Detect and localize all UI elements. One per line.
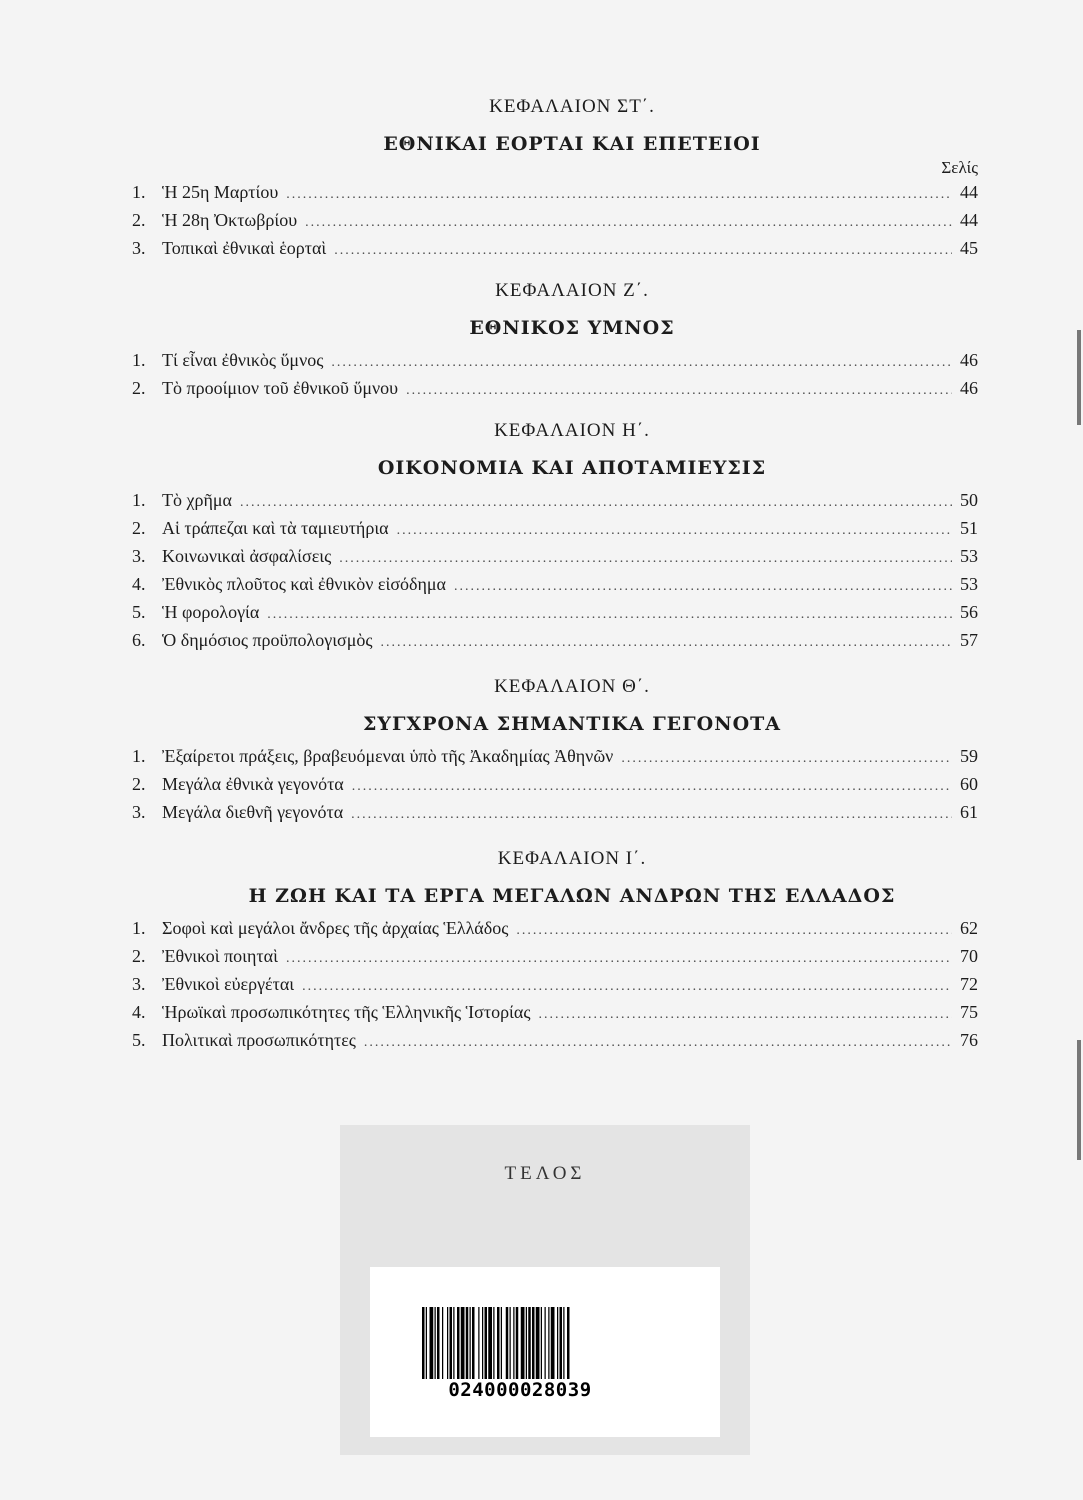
entry-title: Ἐθνικὸς πλοῦτος καὶ ἐθνικὸν εἰσόδημα xyxy=(162,574,446,594)
toc-entry xyxy=(132,570,1012,598)
chapter-title: ΣΥΓΧΡΟΝΑ ΣΗΜΑΝΤΙΚΑ ΓΕΓΟΝΟΤΑ xyxy=(362,713,782,735)
entry-page: 44 xyxy=(960,210,978,230)
barcode-bar xyxy=(532,1307,535,1379)
barcode-bar xyxy=(422,1307,425,1379)
barcode-bar xyxy=(466,1307,469,1379)
entry-page: 53 xyxy=(960,574,978,594)
chapter-title: ΕΘΝΙΚΟΣ ΥΜΝΟΣ xyxy=(469,317,675,339)
barcode-bar xyxy=(478,1307,479,1379)
entry-title: Τὸ χρῆμα xyxy=(162,490,232,510)
entry-number: 6. xyxy=(132,630,146,650)
entry-number: 1. xyxy=(132,746,146,766)
entry-title: Πολιτικαὶ προσωπικότητες xyxy=(162,1030,356,1050)
entry-title: Αἱ τράπεζαι καὶ τὰ ταμιευτήρια xyxy=(162,518,389,538)
toc-entry xyxy=(132,798,1012,826)
scan-edge-mark xyxy=(1077,1040,1081,1160)
barcode-bar xyxy=(513,1307,514,1379)
toc-entry xyxy=(132,542,1012,570)
chapter-number: ΚΕΦΑΛΑΙΟΝ Ι΄. xyxy=(497,848,647,869)
entry-page: 59 xyxy=(960,746,978,766)
chapter-number: ΚΕΦΑΛΑΙΟΝ Η΄. xyxy=(494,420,650,441)
dot-leader xyxy=(351,801,952,829)
barcode-bar xyxy=(516,1307,519,1379)
dot-leader xyxy=(339,545,952,573)
barcode-bar xyxy=(482,1307,483,1379)
dot-leader xyxy=(286,181,952,209)
entry-title: Ἡ 28η Ὀκτωβρίου xyxy=(162,210,298,230)
barcode-bar xyxy=(526,1307,527,1379)
barcode-bar xyxy=(453,1307,454,1379)
entry-number: 2. xyxy=(132,518,146,538)
barcode-bar xyxy=(541,1307,542,1379)
barcode-bar xyxy=(426,1307,427,1379)
chapter-number: ΚΕΦΑΛΑΙΟΝ Ζ΄. xyxy=(495,280,649,301)
entry-list xyxy=(132,178,1012,262)
barcode-bar xyxy=(521,1307,525,1379)
toc-entry xyxy=(132,598,1012,626)
dot-leader xyxy=(267,601,952,629)
toc-entry xyxy=(132,914,1012,942)
barcode-bar xyxy=(485,1307,488,1379)
chapter-number: ΚΕΦΑΛΑΙΟΝ ΣΤ΄. xyxy=(489,96,655,117)
toc-entry xyxy=(132,178,1012,206)
entry-title: Σοφοὶ καὶ μεγάλοι ἄνδρες τῆς ἀρχαίας Ἑλλάδος xyxy=(162,918,509,938)
chapter-10 xyxy=(132,844,1012,1054)
entry-page: 46 xyxy=(960,350,978,370)
entry-number: 2. xyxy=(132,378,146,398)
entry-list xyxy=(132,914,1012,1054)
chapter-number: ΚΕΦΑΛΑΙΟΝ Θ΄. xyxy=(494,676,650,697)
chapter-8 xyxy=(132,416,1012,654)
dot-leader xyxy=(364,1029,952,1057)
barcode-bar xyxy=(472,1307,475,1379)
barcode-bar xyxy=(528,1307,531,1379)
barcode-bar xyxy=(501,1307,502,1379)
entry-page: 56 xyxy=(960,602,978,622)
entry-number: 2. xyxy=(132,946,146,966)
entry-page: 51 xyxy=(960,518,978,538)
barcode-bar xyxy=(551,1307,555,1379)
chapter-title: ΟΙΚΟΝΟΜΙΑ ΚΑΙ ΑΠΟΤΑΜΙΕΥΣΙΣ xyxy=(377,457,767,479)
entry-number: 3. xyxy=(132,974,146,994)
barcode-icon xyxy=(420,1307,620,1379)
barcode-bar xyxy=(450,1307,453,1379)
toc-entry xyxy=(132,626,1012,654)
barcode-bar xyxy=(435,1307,436,1379)
dot-leader xyxy=(334,237,952,265)
entry-page: 45 xyxy=(960,238,978,258)
barcode-bar xyxy=(506,1307,509,1379)
entry-list xyxy=(132,742,1012,826)
end-panel xyxy=(340,1125,750,1455)
chapter-9 xyxy=(132,672,1012,826)
barcode-bar xyxy=(457,1307,460,1379)
entry-title: Μεγάλα ἐθνικὰ γεγονότα xyxy=(162,774,344,794)
chapter-title: Η ΖΩΗ ΚΑΙ ΤΑ ΕΡΓΑ ΜΕΓΑΛΩΝ ΑΝΔΡΩΝ ΤΗΣ ΕΛΛΑΔΟΣ xyxy=(248,885,896,907)
entry-list xyxy=(132,486,1012,654)
entry-number: 2. xyxy=(132,210,146,230)
entry-title: Τὸ προοίμιον τοῦ ἐθνικοῦ ὕμνου xyxy=(162,378,399,398)
entry-list xyxy=(132,346,1012,402)
barcode-bar xyxy=(461,1307,465,1379)
barcode-bar xyxy=(447,1307,448,1379)
entry-page: 70 xyxy=(960,946,978,966)
dot-leader xyxy=(538,1001,952,1029)
dot-leader xyxy=(621,745,952,773)
dot-leader xyxy=(454,573,952,601)
barcode-bar xyxy=(442,1307,443,1379)
pages-column-label: Σελίς xyxy=(941,158,978,177)
barcode-bar xyxy=(497,1307,500,1379)
toc-entry xyxy=(132,514,1012,542)
entry-page: 57 xyxy=(960,630,978,650)
entry-title: Ὁ δημόσιος προϋπολογισμὸς xyxy=(162,630,373,650)
toc-entry xyxy=(132,346,1012,374)
entry-number: 1. xyxy=(132,918,146,938)
entry-page: 72 xyxy=(960,974,978,994)
entry-title: Ἡ φορολογία xyxy=(162,602,260,622)
entry-page: 76 xyxy=(960,1030,978,1050)
entry-number: 3. xyxy=(132,802,146,822)
dot-leader xyxy=(240,489,952,517)
barcode-bar xyxy=(545,1307,546,1379)
dot-leader xyxy=(305,209,952,237)
barcode-bar xyxy=(560,1307,563,1379)
entry-title: Ἐξαίρετοι πράξεις, βραβευόμεναι ὑπὸ τῆς Ἀκαδημίας Ἀθηνῶν xyxy=(162,746,614,766)
barcode-bar xyxy=(563,1307,564,1379)
barcode-bar xyxy=(488,1307,492,1379)
entry-title: Κοινωνικαὶ ἀσφαλίσεις xyxy=(162,546,332,566)
entry-title: Ἐθνικοὶ εὐεργέται xyxy=(162,974,295,994)
barcode-bar xyxy=(430,1307,434,1379)
entry-number: 3. xyxy=(132,238,146,258)
toc-entry xyxy=(132,998,1012,1026)
dot-leader xyxy=(516,917,952,945)
toc-entry xyxy=(132,234,1012,262)
barcode-bar xyxy=(536,1307,540,1379)
dot-leader xyxy=(302,973,952,1001)
entry-number: 5. xyxy=(132,602,146,622)
entry-number: 1. xyxy=(132,490,146,510)
entry-page: 75 xyxy=(960,1002,978,1022)
entry-number: 4. xyxy=(132,1002,146,1022)
entry-title: Τί εἶναι ἐθνικὸς ὕμνος xyxy=(162,350,324,370)
entry-page: 60 xyxy=(960,774,978,794)
barcode-bar xyxy=(470,1307,471,1379)
chapter-title: ΕΘΝΙΚΑΙ ΕΟΡΤΑΙ ΚΑΙ ΕΠΕΤΕΙΟΙ xyxy=(383,133,761,155)
barcode-label xyxy=(370,1267,720,1437)
dot-leader xyxy=(406,377,952,405)
dot-leader xyxy=(397,517,952,545)
entry-title: Ἡ 25η Μαρτίου xyxy=(162,182,279,202)
toc-entry xyxy=(132,770,1012,798)
entry-title: Ἡρωϊκαὶ προσωπικότητες τῆς Ἑλληνικῆς Ἱστορίας xyxy=(162,1002,531,1022)
dot-leader xyxy=(352,773,952,801)
entry-page: 44 xyxy=(960,182,978,202)
toc-entry xyxy=(132,206,1012,234)
entry-page: 50 xyxy=(960,490,978,510)
barcode-number: 024000028039 xyxy=(420,1379,620,1401)
toc-entry xyxy=(132,942,1012,970)
entry-page: 46 xyxy=(960,378,978,398)
entry-page: 62 xyxy=(960,918,978,938)
entry-number: 4. xyxy=(132,574,146,594)
toc-entry xyxy=(132,970,1012,998)
barcode-bar xyxy=(557,1307,558,1379)
toc-entry xyxy=(132,486,1012,514)
entry-number: 1. xyxy=(132,182,146,202)
barcode-bar xyxy=(510,1307,511,1379)
barcode-bar xyxy=(493,1307,494,1379)
entry-page: 53 xyxy=(960,546,978,566)
toc-entry xyxy=(132,374,1012,402)
entry-number: 3. xyxy=(132,546,146,566)
dot-leader xyxy=(331,349,952,377)
toc-entry xyxy=(132,742,1012,770)
dot-leader xyxy=(286,945,952,973)
entry-number: 1. xyxy=(132,350,146,370)
entry-title: Ἐθνικοὶ ποιηταὶ xyxy=(162,946,278,966)
toc-entry xyxy=(132,1026,1012,1054)
barcode-bar xyxy=(567,1307,570,1379)
entry-title: Τοπικαὶ ἐθνικαὶ ἑορταὶ xyxy=(162,238,327,258)
dot-leader xyxy=(381,629,952,657)
chapter-7 xyxy=(132,276,1012,402)
table-of-contents xyxy=(132,92,1012,1054)
entry-title: Μεγάλα διεθνῆ γεγονότα xyxy=(162,802,344,822)
end-label: ΤΕΛΟΣ xyxy=(504,1163,586,1184)
scan-edge-mark xyxy=(1077,330,1081,425)
barcode-bar xyxy=(548,1307,549,1379)
barcode-bar xyxy=(437,1307,440,1379)
entry-number: 5. xyxy=(132,1030,146,1050)
entry-page: 61 xyxy=(960,802,978,822)
chapter-6 xyxy=(132,92,1012,262)
entry-number: 2. xyxy=(132,774,146,794)
